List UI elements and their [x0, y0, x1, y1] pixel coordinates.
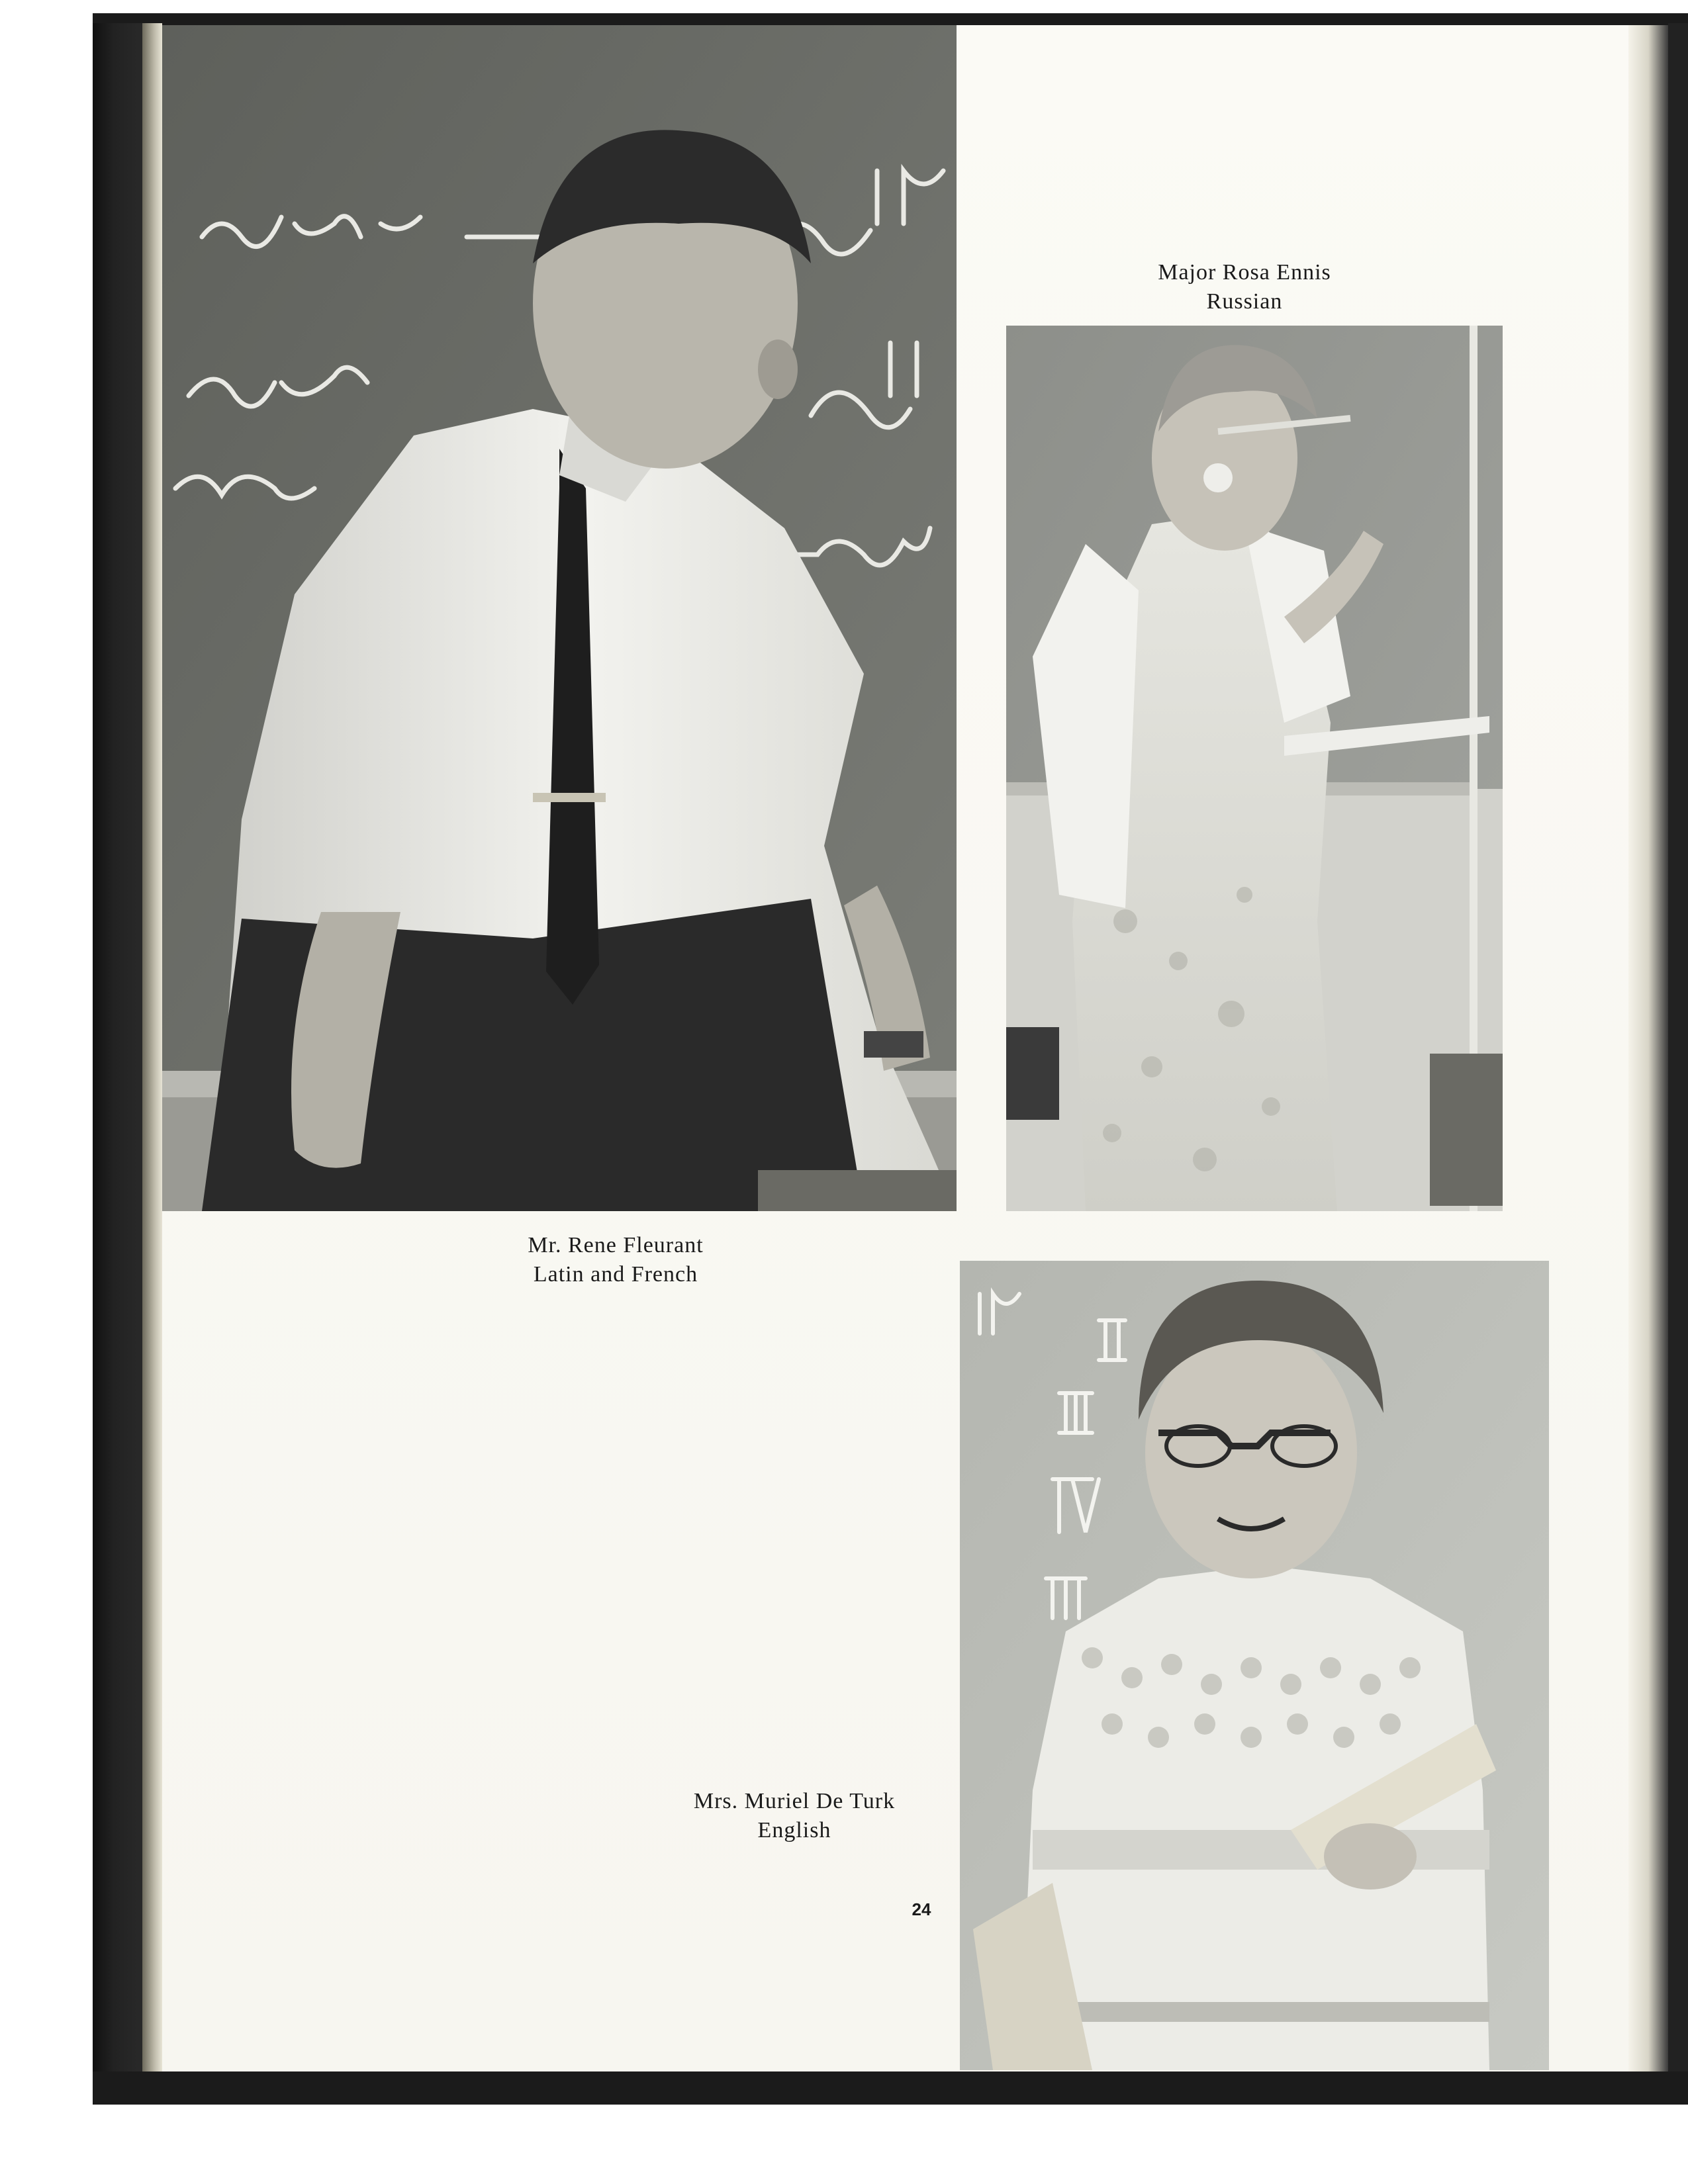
book-binding-right — [1668, 23, 1688, 2101]
caption-name: Mrs. Muriel De Turk — [693, 1789, 896, 1813]
caption-subject: English — [757, 1818, 831, 1843]
caption-subject: Latin and French — [533, 1262, 698, 1287]
book-spine — [142, 23, 162, 2101]
book-binding-top — [93, 13, 1688, 25]
photo-rene-fleurant — [162, 25, 957, 1211]
teacher-photo-fleurant — [162, 25, 957, 1211]
book-binding-bottom — [93, 2071, 1688, 2105]
page-number: 24 — [912, 1899, 931, 1919]
caption-name: Major Rosa Ennis — [1158, 260, 1331, 285]
caption-muriel-de-turk — [662, 1787, 927, 1845]
book-binding-left — [93, 23, 146, 2101]
caption-rene-fleurant — [450, 1231, 781, 1289]
photo-rosa-ennis — [1006, 326, 1503, 1211]
caption-name: Mr. Rene Fleurant — [528, 1233, 704, 1257]
photo-muriel-de-turk — [960, 1261, 1549, 2070]
caption-rosa-ennis — [1086, 258, 1403, 316]
caption-subject: Russian — [1206, 289, 1283, 314]
teacher-photo-deturk — [960, 1261, 1549, 2070]
teacher-photo-ennis — [1006, 326, 1503, 1211]
page-edge — [1628, 25, 1668, 2073]
